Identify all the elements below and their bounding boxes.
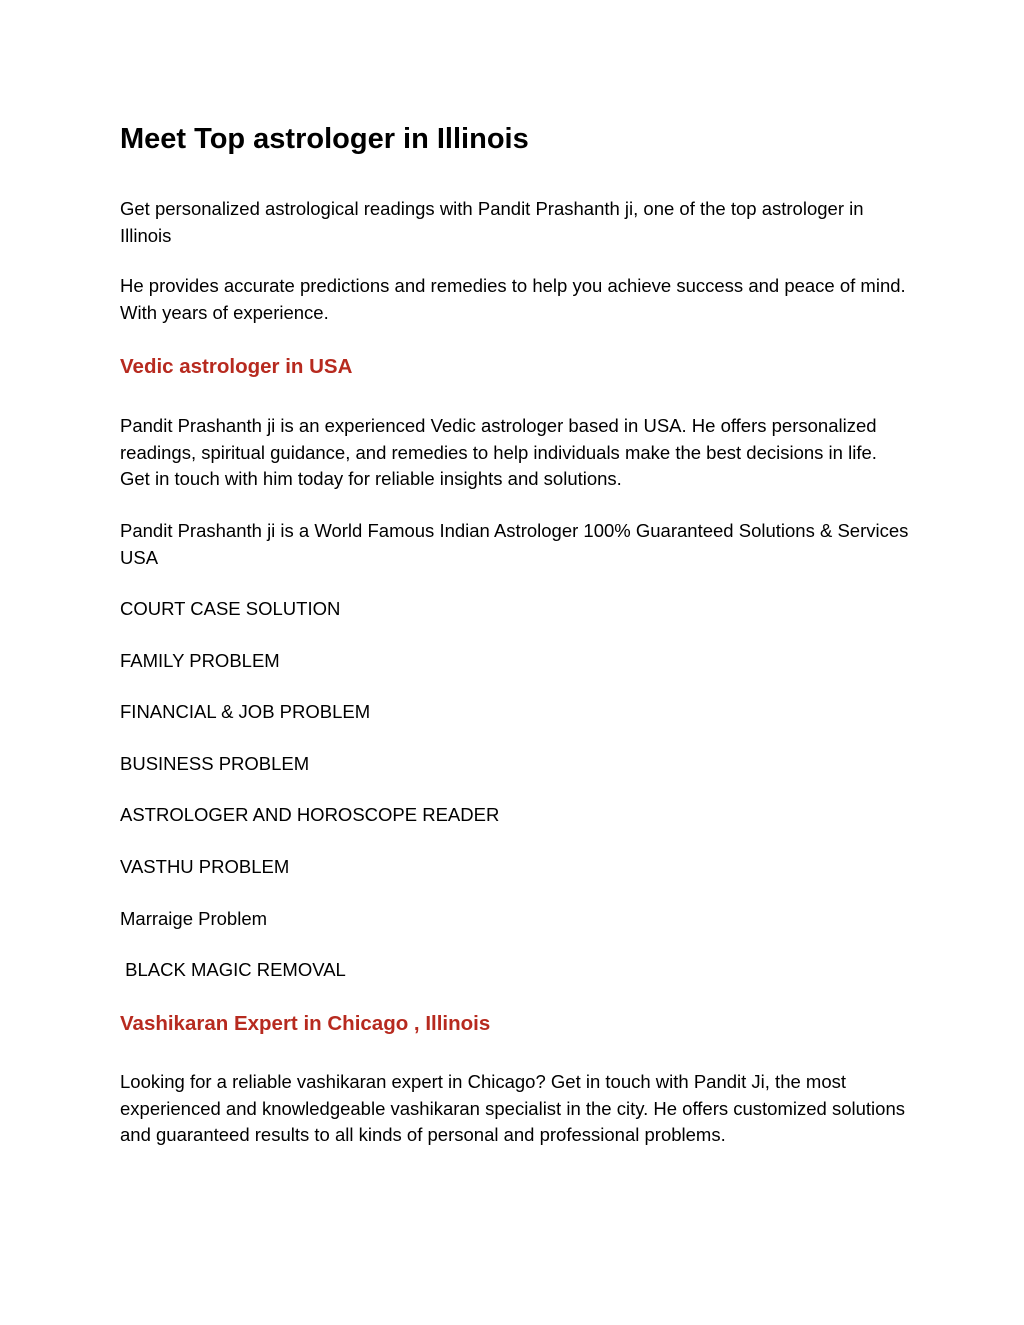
vedic-section-heading: Vedic astrologer in USA	[120, 355, 353, 378]
vashikaran-paragraph-1: Looking for a reliable vashikaran expert in Chicago? Get in touch with Pandit Ji, the most experienced and knowledgeable vashikaran specialist in the city. He offers customized solutions and guaranteed results to all kinds of personal and professional problems.	[120, 1071, 905, 1145]
service-item-astrologer-horoscope: ASTROLOGER AND HOROSCOPE READER	[120, 804, 500, 825]
service-item-marriage: Marraige Problem	[120, 908, 268, 929]
service-item-financial-job: FINANCIAL & JOB PROBLEM	[120, 701, 371, 722]
intro-paragraph-2: He provides accurate predictions and remedies to help you achieve success and peace of mind. With years of experience.	[120, 275, 906, 323]
service-item-black-magic: BLACK MAGIC REMOVAL	[120, 959, 346, 980]
service-item-business: BUSINESS PROBLEM	[120, 753, 310, 774]
vashikaran-section-heading: Vashikaran Expert in Chicago , Illinois	[120, 1012, 491, 1035]
service-item-court-case: COURT CASE SOLUTION	[120, 598, 341, 619]
vedic-paragraph-1: Pandit Prashanth ji is an experienced Vedic astrologer based in USA. He offers personalized readings, spiritual guidance, and remedies to help individuals make the best decisions in life. Get in touch with him today for reliable insights and solutions.	[120, 415, 877, 489]
service-item-family: FAMILY PROBLEM	[120, 650, 280, 671]
intro-paragraph-1: Get personalized astrological readings with Pandit Prashanth ji, one of the top astrologer in Illinois	[120, 198, 864, 246]
service-item-vasthu: VASTHU PROBLEM	[120, 856, 290, 877]
page-title: Meet Top astrologer in Illinois	[120, 123, 529, 155]
vedic-paragraph-2: Pandit Prashanth ji is a World Famous Indian Astrologer 100% Guaranteed Solutions & Services USA	[120, 520, 909, 568]
